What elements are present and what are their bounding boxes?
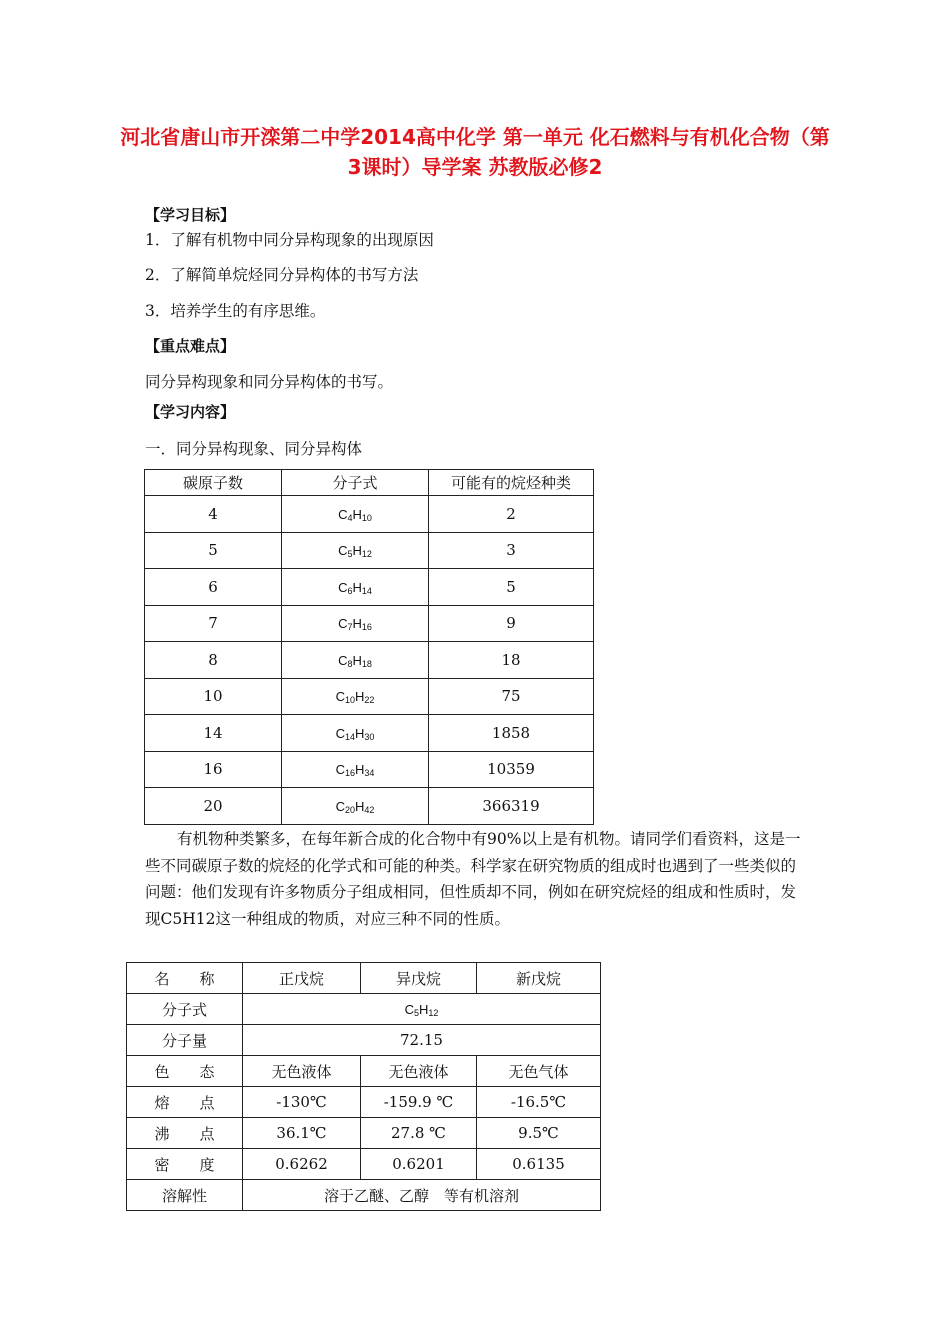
isomer-count-cell: 18 [429,642,594,679]
density-neopentane: 0.6135 [477,1149,601,1180]
table-row [145,751,594,788]
formula-cell: $C_5H_{12}$ [282,532,429,569]
state-neopentane: 无色气体 [477,1056,601,1087]
mass-value: 72.15 [243,1025,601,1056]
melting-point-isopentane: -159.9 ℃ [361,1087,477,1118]
formula-cell: $C_6H_{14}$ [282,569,429,606]
carbon-count-cell: 7 [145,605,282,642]
table-row [127,1118,601,1149]
boiling-point-isopentane: 27.8 ℃ [361,1118,477,1149]
melting-point-neopentane: -16.5℃ [477,1087,601,1118]
boiling-point-label: 沸 点 [127,1118,243,1149]
table-row [145,788,594,825]
focus-text: 同分异构现象和同分异构体的书写。 [145,373,394,391]
name-neopentane: 新戊烷 [477,963,601,994]
state-label: 色 态 [127,1056,243,1087]
table-row [145,642,594,679]
formula-cell: $C_{20}H_{42}$ [282,788,429,825]
density-isopentane: 0.6201 [361,1149,477,1180]
table-row [145,605,594,642]
name-isopentane: 异戊烷 [361,963,477,994]
carbon-count-cell: 16 [145,751,282,788]
table-row [127,1025,601,1056]
formula-cell: $C_{16}H_{34}$ [282,751,429,788]
boiling-point-neopentane: 9.5℃ [477,1118,601,1149]
isomer-count-cell: 10359 [429,751,594,788]
goal-item-1: 1．了解有机物中同分异构现象的出现原因 [145,231,434,249]
carbon-count-cell: 6 [145,569,282,606]
content-subheading: 一．同分异构现象、同分异构体 [145,440,363,458]
table-row [127,1180,601,1211]
carbon-count-cell: 14 [145,715,282,752]
carbon-count-cell: 5 [145,532,282,569]
formula-cell: $C_4H_{10}$ [282,496,429,533]
isomer-count-cell: 9 [429,605,594,642]
formula-cell: $C_7H_{16}$ [282,605,429,642]
state-isopentane: 无色液体 [361,1056,477,1087]
carbon-count-cell: 8 [145,642,282,679]
carbon-count-cell: 20 [145,788,282,825]
table-row [127,1149,601,1180]
carbon-count-cell: 4 [145,496,282,533]
focus-heading: 【重点难点】 [145,337,236,355]
alkane-isomer-table [144,469,594,825]
table-row [145,715,594,752]
header-formula: 分子式 [282,470,429,496]
state-n-pentane: 无色液体 [243,1056,361,1087]
solubility-label: 溶解性 [127,1180,243,1211]
density-n-pentane: 0.6262 [243,1149,361,1180]
isomer-count-cell: 366319 [429,788,594,825]
formula-value: $C_5H_{12}$ [243,994,601,1025]
table-row [127,1056,601,1087]
document-title: 河北省唐山市开滦第二中学2014高中化学 第一单元 化石燃料与有机化合物（第3课时）导学案 苏教版必修2 [120,125,830,179]
table-row [127,994,601,1025]
isomer-count-cell: 2 [429,496,594,533]
boiling-point-n-pentane: 36.1℃ [243,1118,361,1149]
solubility-value: 溶于乙醚、乙醇 等有机溶剂 [243,1180,601,1211]
melting-point-n-pentane: -130℃ [243,1087,361,1118]
table-header-row [145,470,594,496]
header-isomer-count: 可能有的烷烃种类 [429,470,594,496]
formula-cell: $C_8H_{18}$ [282,642,429,679]
name-n-pentane: 正戊烷 [243,963,361,994]
table-row [127,1087,601,1118]
goal-item-3: 3．培养学生的有序思维。 [145,302,326,320]
formula-label: 分子式 [127,994,243,1025]
goal-item-2: 2．了解简单烷烃同分异构体的书写方法 [145,266,419,284]
table-row [145,496,594,533]
table-row [127,963,601,994]
density-label: 密 度 [127,1149,243,1180]
name-label: 名 称 [127,963,243,994]
formula-cell: $C_{14}H_{30}$ [282,715,429,752]
isomer-count-cell: 75 [429,678,594,715]
content-heading: 【学习内容】 [145,403,236,421]
table-row [145,569,594,606]
melting-point-label: 熔 点 [127,1087,243,1118]
mass-label: 分子量 [127,1025,243,1056]
table-row [145,532,594,569]
table-row [145,678,594,715]
intro-paragraph: 有机物种类繁多，在每年新合成的化合物中有90%以上是有机物。请同学们看资料，这是一些不同碳原子数的烷烃的化学式和可能的种类。科学家在研究物质的组成时也遇到了一些类似的问题：他们发现有许多物质分子组成相同，但性质却不同，例如在研究烷烃的组成和性质时，发现C5H12这一种组成的物质，对应三种不同的性质。 [145,830,801,928]
header-carbon-count: 碳原子数 [145,470,282,496]
goals-heading: 【学习目标】 [145,206,236,224]
isomer-count-cell: 5 [429,569,594,606]
isomer-count-cell: 1858 [429,715,594,752]
isomer-count-cell: 3 [429,532,594,569]
formula-cell: $C_{10}H_{22}$ [282,678,429,715]
carbon-count-cell: 10 [145,678,282,715]
pentane-properties-table [126,962,601,1211]
